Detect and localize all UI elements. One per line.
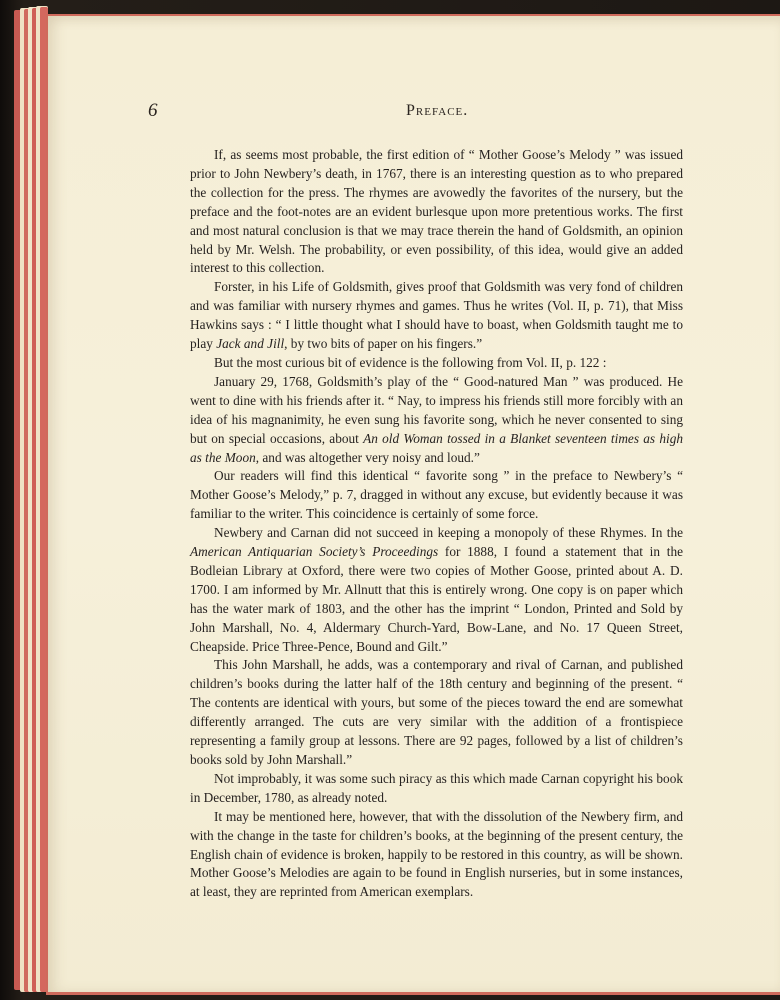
paragraph bbox=[190, 524, 683, 656]
text-run: This John Marshall, he adds, was a contemporary and rival of Carnan, and published children’s books during the latter half of the 18th century and beginning of the present. “ The contents are identical with yours, but some of the pieces toward the end are somewhat differently arranged. The cuts are very similar with the addition of a frontispiece representing a family group at lessons. There are 92 pages, followed by a list of children’s books sold by John Marshall.” bbox=[190, 657, 683, 767]
text-run: Newbery and Carnan did not succeed in keeping a monopoly of these Rhymes. In the bbox=[214, 525, 683, 541]
book-page-edges bbox=[14, 6, 50, 992]
text-run: Not improbably, it was some such piracy as this which made Carnan copyright his book in December, 1780, as already noted. bbox=[190, 770, 683, 805]
italic-text-run: American Antiquarian Society’s Proceedings bbox=[190, 544, 439, 560]
paragraph bbox=[190, 656, 683, 769]
paragraph bbox=[190, 808, 683, 903]
text-run: , by two bits of paper on his fingers.” bbox=[284, 336, 483, 352]
body-text bbox=[190, 146, 683, 902]
italic-text-run: An old Woman tossed in a Blanket seventeen times as high as the Moon bbox=[190, 430, 683, 465]
text-run: Forster, in his Life of Goldsmith, gives proof that Goldsmith was very fond of children and was familiar with nursery rhymes and games. Thus he writes (Vol. II, p. 71), that Miss Hawkins says : “ I little thought what I should have to boast, when Goldsmith taught me to play bbox=[190, 279, 683, 352]
text-run: for 1888, I found a statement that in the Bodleian Library at Oxford, there were two copies of Mother Goose, printed about A. D. 1700. I am informed by Mr. Allnutt that this is entirely wrong. One copy is on paper which has the water mark of 1803, and the other has the imprint “ London, Printed and Sold by John Marshall, No. 4, Aldermary Church-Yard, Bow-Lane, and No. 17 Queen Street, Cheapside. Price Three-Pence, Bound and Gilt.” bbox=[190, 544, 683, 654]
page-number: 6 bbox=[148, 100, 158, 121]
paragraph bbox=[190, 146, 683, 278]
paragraph bbox=[190, 373, 683, 468]
text-run: It may be mentioned here, however, that with the dissolution of the Newbery firm, and with the change in the taste for children’s books, at the beginning of the present century, the English chain of evidence is broken, happily to be restored in this country, as will be shown. Mother Goose’s Melodies are again to be found in English nurseries, but in some instances, at least, they are reprinted from American exemplars. bbox=[190, 808, 683, 900]
text-run: But the most curious bit of evidence is the following from Vol. II, p. 122 : bbox=[214, 354, 607, 370]
text-run: If, as seems most probable, the first edition of “ Mother Goose’s Melody ” was issued prior to John Newbery’s death, in 1767, there is an interesting question as to who prepared the collection for the press. The rhymes are avowedly the favorites of the nursery, but the preface and the foot-notes are an evident burlesque upon more pretentious works. The first and most natural conclusion is that we may trace therein the hand of Goldsmith, an opinion held by Mr. Welsh. The probability, or even possibility, of this idea, would give an added interest to this collection. bbox=[190, 147, 683, 276]
paragraph bbox=[190, 467, 683, 524]
running-title: Preface. bbox=[406, 102, 469, 119]
text-run: January 29, 1768, Goldsmith’s play of the “ Good-natured Man ” was produced. He went to dine with his friends after it. “ Nay, to impress his friends still more forcibly with an idea of his magnanimity, he even sung his favorite song, which he never consented to sing but on special occasions, about bbox=[190, 373, 683, 446]
text-run: Our readers will find this identical “ favorite song ” in the preface to Newbery’s “ Mother Goose’s Melody,” p. 7, dragged in without any excuse, but evidently because it was familiar to the writer. This coincidence is certainly of some force. bbox=[190, 468, 683, 522]
paragraph bbox=[190, 354, 683, 373]
paragraph bbox=[190, 278, 683, 354]
page-header bbox=[148, 100, 668, 130]
text-run: , and was altogether very noisy and loud.” bbox=[255, 449, 480, 465]
paragraph bbox=[190, 770, 683, 808]
italic-text-run: Jack and Jill bbox=[216, 336, 285, 352]
